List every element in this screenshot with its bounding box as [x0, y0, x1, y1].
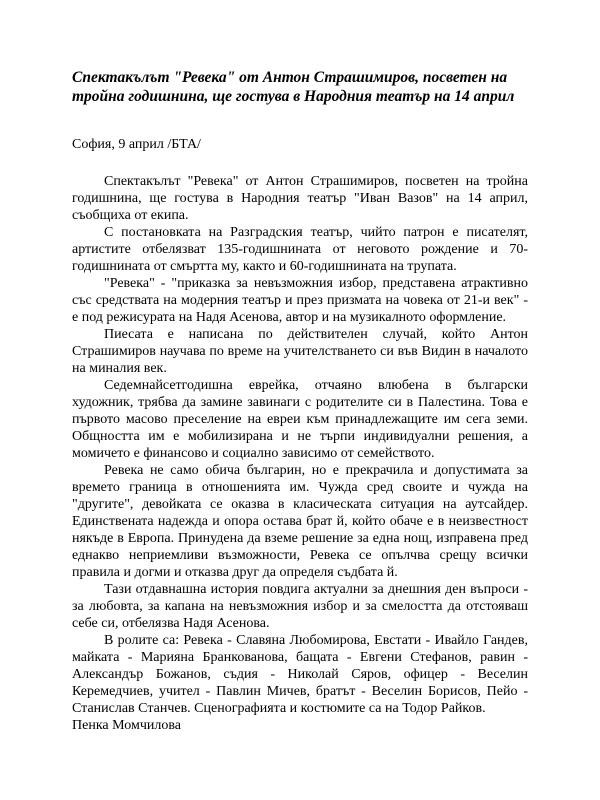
article-paragraph: С постановката на Разградския театър, чийто патрон е писателят, артистите отбелязват 135-годишнината от неговото рождение и 70-годишнината от смъртта му, както и 60-годишнината на трупата.	[72, 225, 528, 274]
article-author: Пенка Момчилова	[72, 718, 181, 733]
article-paragraph: Спектакълът "Ревека" от Антон Страшимиров, посветен на тройна годишнина, ще гостува в Народния театър "Иван Вазов" на 14 април, съобщиха от екипа.	[72, 174, 528, 223]
article-dateline: София, 9 април /БТА/	[72, 137, 201, 152]
article-paragraph: Седемнайсетгодишна еврейка, отчаяно влюбена в български художник, трябва да замине завинаги с родителите си в Палестина. Това е първото масово преселение на евреи към принадлежащите им сега земи. Общността им е мобилизирана и не търпи индивидуални решения, а момичето е финансово и социално зависимо от семейството.	[72, 378, 528, 461]
article	[72, 68, 528, 734]
article-paragraph: Ревека не само обича българин, но е прекрачила и допустимата за времето граница в отношенията им. Чужда сред своите и чужда на "другите", девойката се оказва в класическата ситуация на аутсайдер. Единствената надежда и опора остава брат й, който обаче е в неизвестност някъде в Европа. Принудена да вземе решение за една нощ, изправена пред еднакво неприемливи възможности, Ревека се опълчва срещу всички правила и догми и отказва друг да определя съдбата й.	[72, 463, 528, 580]
article-body	[72, 173, 528, 734]
article-paragraph: Тази отдавнашна история повдига актуални за днешния ден въпроси - за любовта, за капана на невъзможния избор и за смелостта да отстояваш себе си, отбелязва Надя Асенова.	[72, 582, 528, 631]
article-paragraph: "Ревека" - "приказка за невъзможния избор, представена атрактивно със средствата на модерния театър и през призмата на човека от 21-и век" - е под режисурата на Надя Асенова, автор и на музикалното оформление.	[72, 276, 528, 325]
article-paragraph: Пиесата е написана по действителен случай, който Антон Страшимиров научава по време на учителстването си във Видин в началото на миналия век.	[72, 327, 528, 376]
article-paragraph: В ролите са: Ревека - Славяна Любомирова, Евстати - Ивайло Гандев, майката - Марияна Бранкованова, бащата - Евгени Стефанов, равин - Александър Божанов, съдия - Николай Сяров, офицер - Веселин Керемедчиев, учител - Павлин Мичев, братът - Веселин Борисов, Пейо - Станислав Станчев. Сценографията и костюмите са на Тодор Райков.	[72, 633, 528, 716]
article-title: Спектакълът "Ревека" от Антон Страшимиров, посветен на тройна годишнина, ще гостува в Народния театър на 14 април	[72, 69, 515, 105]
